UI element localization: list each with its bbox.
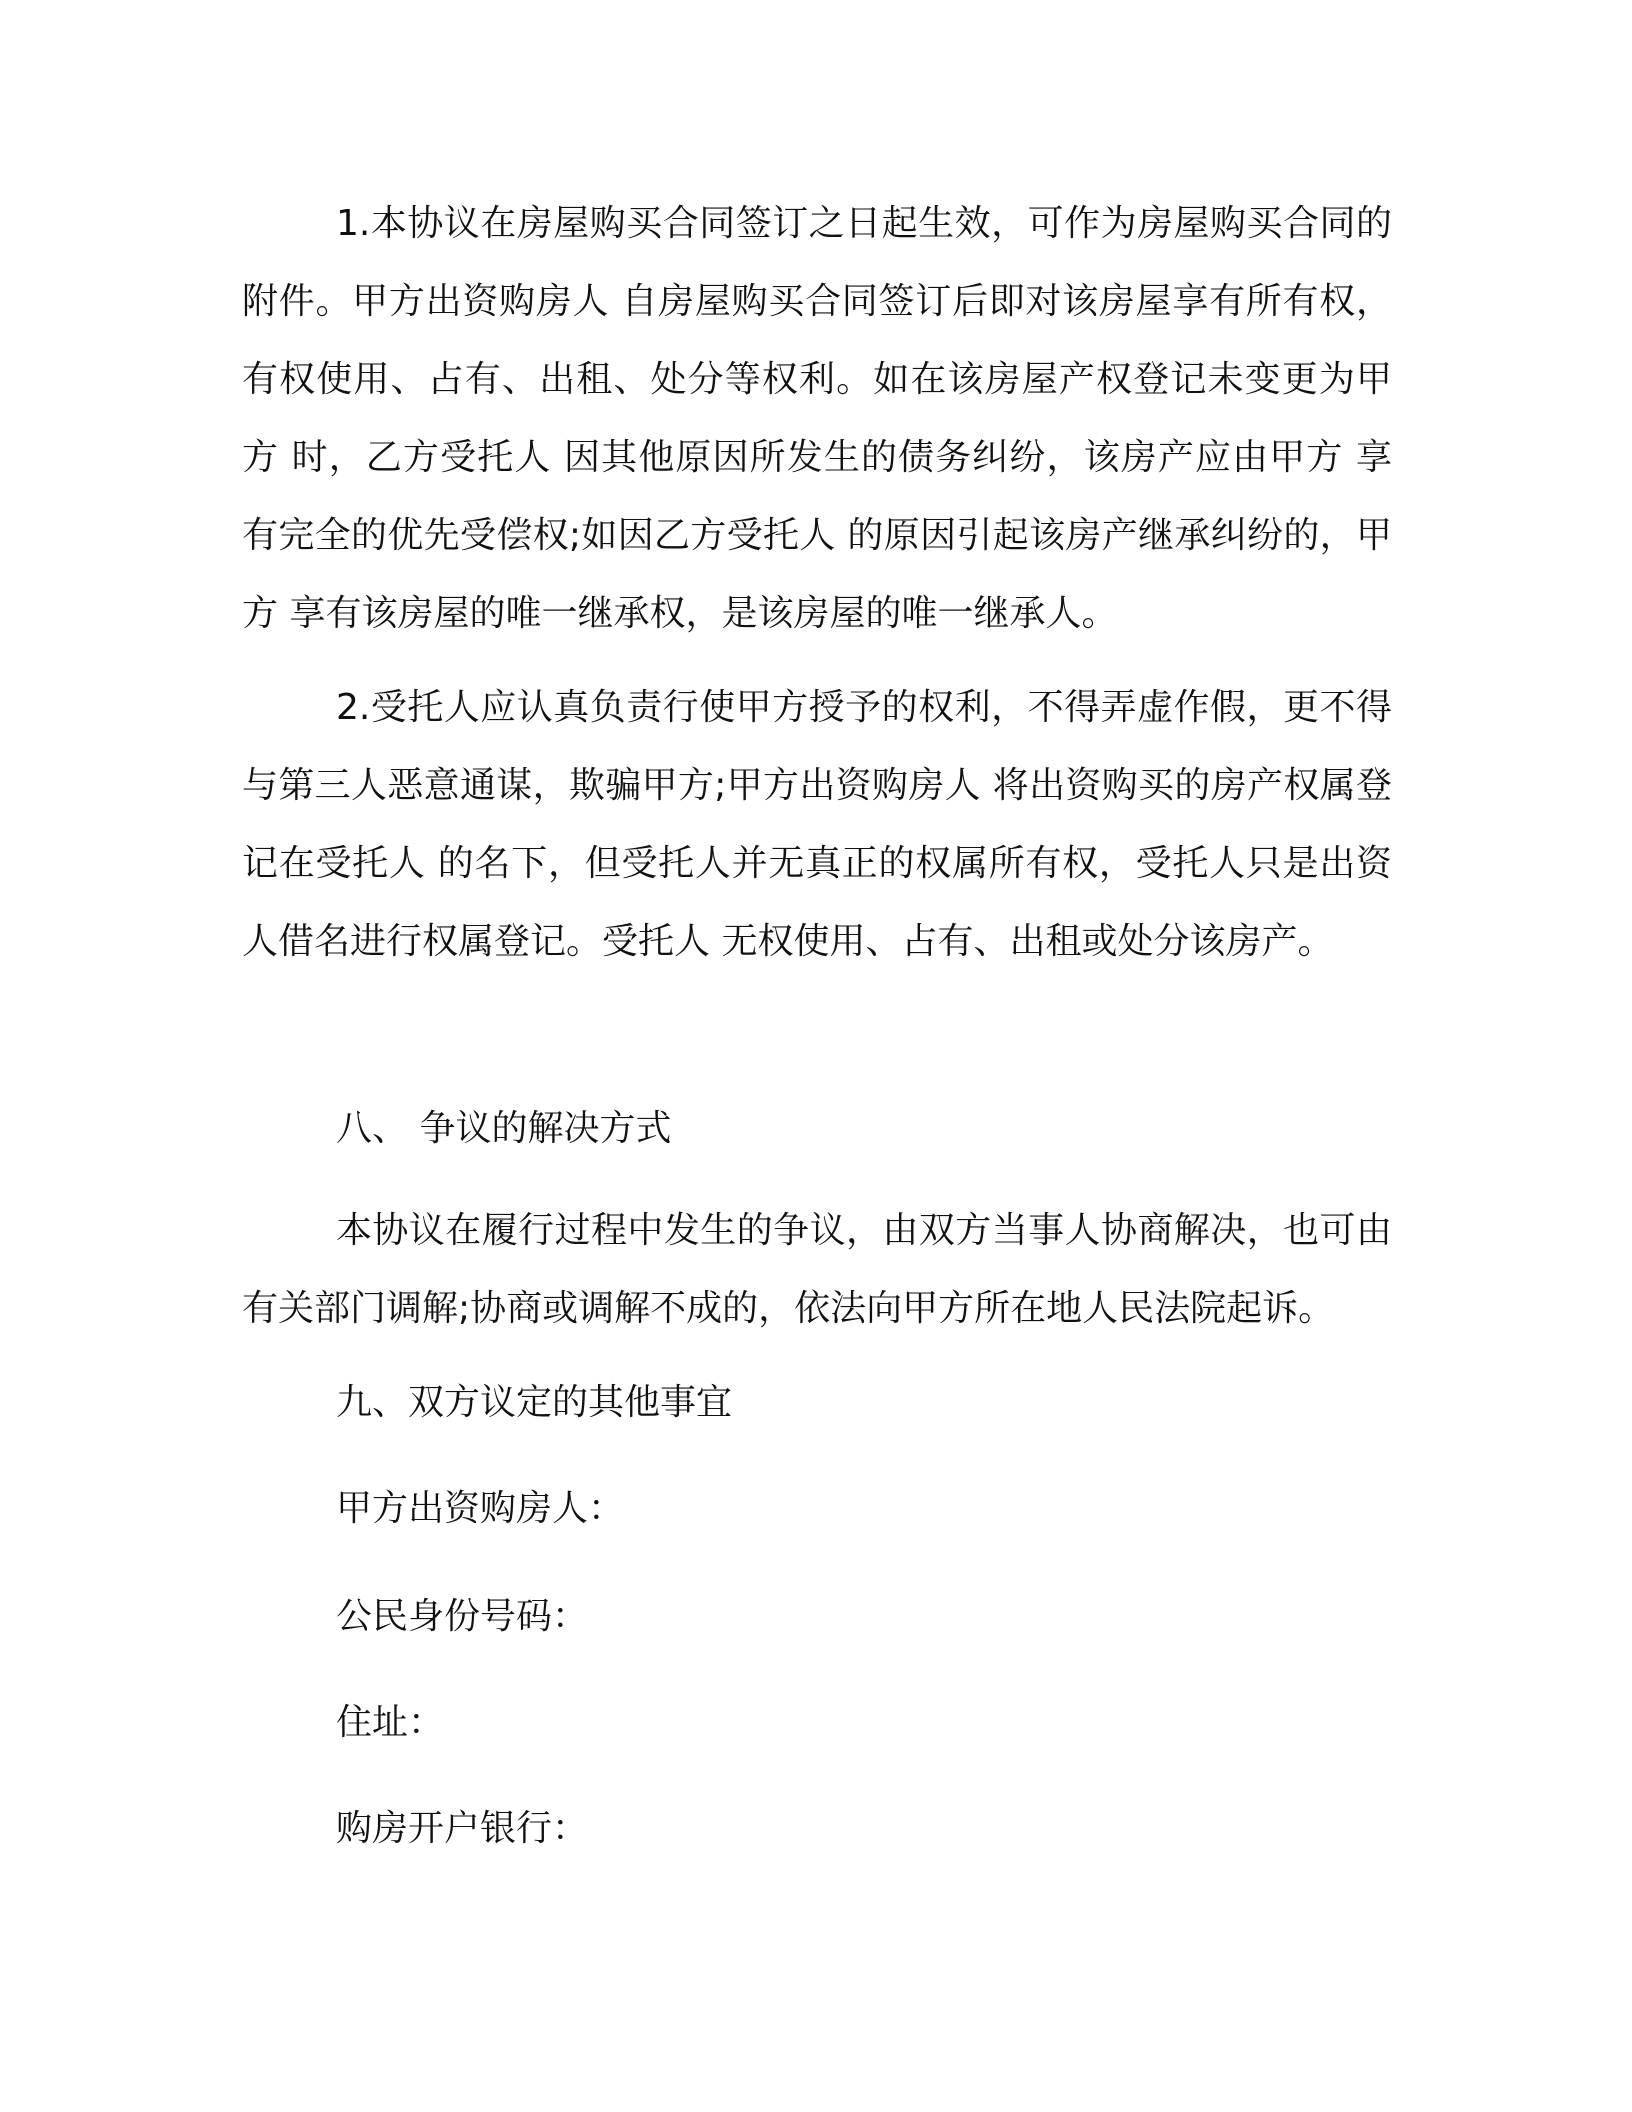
buyer-label: 甲方出资购房人： xyxy=(336,1488,625,1529)
clause-2: 2.受托人应认真负责行使甲方授予的权利，不得弄虚作假，更不得与第三人恶意通谋，欺骗甲方;甲方出资购房人 将出资购买的房产权属登记在受托人 的名下，但受托人并无真正的权属所有权，受托人只是出资人借名进行权属登记。受托人 无权使用、占有、出租或处分该房产。 xyxy=(242,687,1392,962)
section-8-heading: 八、 争议的解决方式 xyxy=(336,1108,672,1149)
section-8-body: 本协议在履行过程中发生的争议，由双方当事人协商解决，也可由有关部门调解;协商或调解不成的，依法向甲方所在地人民法院起诉。 xyxy=(242,1210,1392,1329)
clause-1: 1.本协议在房屋购买合同签订之日起生效，可作为房屋购买合同的附件。甲方出资购房人 自房屋购买合同签订后即对该房屋享有所有权，有权使用、占有、出租、处分等权利。如在该房屋产权登记未变更为甲方 时，乙方受托人 因其他原因所发生的债务纠纷，该房产应由甲方 享有完全的优先受偿权;如因乙方受托人 的原因引起该房产继承纠纷的，甲方 享有该房屋的唯一继承权，是该房屋的唯一继承人。 xyxy=(242,203,1392,634)
address-label: 住址： xyxy=(336,1702,445,1743)
bank-label: 购房开户银行： xyxy=(336,1808,589,1849)
section-9-heading: 九、双方议定的其他事宜 xyxy=(336,1382,733,1423)
id-number-label: 公民身份号码： xyxy=(336,1596,589,1637)
